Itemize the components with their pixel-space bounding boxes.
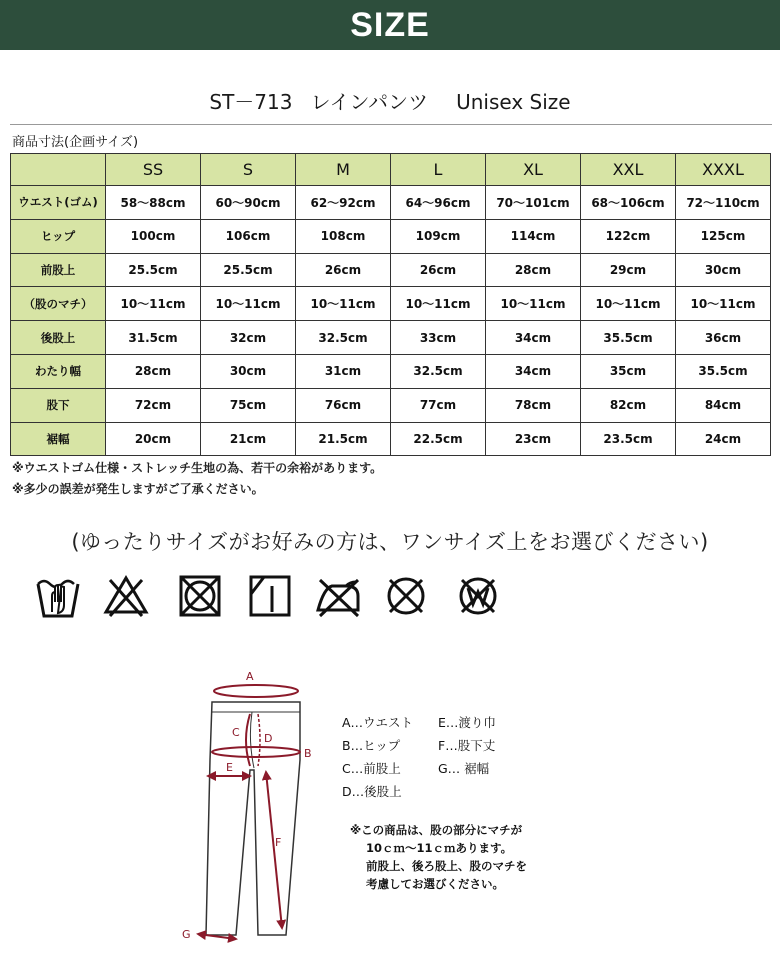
size-cell: 28cm	[486, 253, 581, 287]
size-cell: 26cm	[296, 253, 391, 287]
row-label: ウエスト(ゴム)	[11, 186, 106, 220]
size-cell: 33cm	[391, 321, 486, 355]
size-cell: 122cm	[581, 219, 676, 253]
title-divider	[10, 124, 772, 125]
row-label: 裾幅	[11, 422, 106, 456]
size-table	[10, 153, 771, 456]
size-col-header: XXXL	[676, 154, 771, 186]
diagram-label-a: A	[246, 670, 254, 683]
size-cell: 10～11cm	[581, 287, 676, 321]
table-row	[11, 186, 771, 220]
size-cell: 23cm	[486, 422, 581, 456]
diagram-legend	[342, 711, 496, 803]
diagram-label-c: C	[232, 726, 240, 739]
size-notes	[12, 458, 382, 500]
corner-cell	[11, 154, 106, 186]
size-cell: 35cm	[581, 354, 676, 388]
size-cell: 84cm	[676, 388, 771, 422]
table-row	[11, 422, 771, 456]
legend-e: E…渡り巾	[438, 715, 496, 730]
gusset-note-line: 前股上、後ろ股上、股のマチを	[366, 859, 527, 873]
diagram-label-f: F	[275, 836, 282, 849]
size-cell: 68～106cm	[581, 186, 676, 220]
no-bleach-icon	[102, 572, 150, 620]
size-cell: 25.5cm	[201, 253, 296, 287]
size-header-row	[11, 154, 771, 186]
size-cell: 34cm	[486, 354, 581, 388]
product-name: レインパンツ	[310, 90, 429, 114]
row-label: ヒップ	[11, 219, 106, 253]
size-cell: 21.5cm	[296, 422, 391, 456]
size-cell: 108cm	[296, 219, 391, 253]
diagram-label-e: E	[226, 761, 233, 774]
no-dry-clean-icon	[382, 572, 430, 620]
size-cell: 78cm	[486, 388, 581, 422]
size-cell: 23.5cm	[581, 422, 676, 456]
size-cell: 109cm	[391, 219, 486, 253]
legend-a: A…ウエスト	[342, 715, 414, 730]
legend-c: C…前股上	[342, 761, 401, 776]
size-cell: 64～96cm	[391, 186, 486, 220]
size-cell: 72cm	[106, 388, 201, 422]
diagram-label-b: B	[304, 747, 312, 760]
row-label: 後股上	[11, 321, 106, 355]
size-cell: 62～92cm	[296, 186, 391, 220]
size-cell: 32.5cm	[296, 321, 391, 355]
size-cell: 60～90cm	[201, 186, 296, 220]
line-dry-icon	[246, 572, 294, 620]
table-row	[11, 321, 771, 355]
size-cell: 31cm	[296, 354, 391, 388]
size-cell: 82cm	[581, 388, 676, 422]
size-cell: 21cm	[201, 422, 296, 456]
size-cell: 77cm	[391, 388, 486, 422]
size-cell: 35.5cm	[676, 354, 771, 388]
product-title	[0, 88, 780, 116]
size-col-header: M	[296, 154, 391, 186]
gusset-note-line: ※この商品は、股の部分にマチが	[350, 823, 523, 837]
size-cell: 10～11cm	[296, 287, 391, 321]
size-cell: 25.5cm	[106, 253, 201, 287]
size-advice: (ゆったりサイズがお好みの方は、ワンサイズ上をお選びください)	[71, 530, 709, 554]
size-cell: 114cm	[486, 219, 581, 253]
size-cell: 31.5cm	[106, 321, 201, 355]
no-tumble-dry-icon	[176, 572, 224, 620]
size-cell: 106cm	[201, 219, 296, 253]
size-cell: 125cm	[676, 219, 771, 253]
product-model: ST－713	[209, 90, 293, 114]
legend-g: G… 裾幅	[438, 761, 490, 776]
size-col-header: L	[391, 154, 486, 186]
size-cell: 32.5cm	[391, 354, 486, 388]
legend-f: F…股下丈	[438, 738, 496, 753]
size-cell: 35.5cm	[581, 321, 676, 355]
table-row	[11, 219, 771, 253]
size-cell: 32cm	[201, 321, 296, 355]
row-label: 股下	[11, 388, 106, 422]
note-line: ※多少の誤差が発生しますがご了承ください。	[12, 482, 264, 496]
size-cell: 26cm	[391, 253, 486, 287]
size-cell: 34cm	[486, 321, 581, 355]
row-label: 前股上	[11, 253, 106, 287]
size-col-header: SS	[106, 154, 201, 186]
size-cell: 30cm	[676, 253, 771, 287]
care-icons	[30, 572, 550, 628]
size-cell: 20cm	[106, 422, 201, 456]
size-cell: 24cm	[676, 422, 771, 456]
table-subtitle: 商品寸法(企画サイズ)	[12, 135, 139, 150]
table-row	[11, 287, 771, 321]
legend-b: B…ヒップ	[342, 738, 401, 753]
size-cell: 72～110cm	[676, 186, 771, 220]
no-wet-clean-icon	[454, 572, 502, 620]
size-cell: 10～11cm	[676, 287, 771, 321]
size-cell: 30cm	[201, 354, 296, 388]
table-row	[11, 388, 771, 422]
row-label: （股のマチ）	[11, 287, 106, 321]
legend-d: D…後股上	[342, 784, 402, 799]
size-cell: 10～11cm	[486, 287, 581, 321]
size-cell: 36cm	[676, 321, 771, 355]
size-cell: 70～101cm	[486, 186, 581, 220]
row-label: わたり幅	[11, 354, 106, 388]
size-cell: 76cm	[296, 388, 391, 422]
size-cell: 10～11cm	[391, 287, 486, 321]
size-cell: 22.5cm	[391, 422, 486, 456]
note-line: ※ウエストゴム仕様・ストレッチ生地の為、若干の余裕があります。	[12, 461, 383, 475]
pants-diagram	[170, 660, 340, 950]
size-cell: 28cm	[106, 354, 201, 388]
hand-wash-icon	[34, 572, 82, 620]
product-size-type: Unisex Size	[456, 90, 571, 114]
size-cell: 10～11cm	[201, 287, 296, 321]
size-col-header: XXL	[581, 154, 676, 186]
size-cell: 10～11cm	[106, 287, 201, 321]
size-header: SIZE	[0, 0, 780, 50]
size-col-header: S	[201, 154, 296, 186]
size-cell: 75cm	[201, 388, 296, 422]
no-iron-icon	[312, 572, 364, 620]
gusset-note-line: 考慮してお選びください。	[366, 877, 504, 891]
gusset-note	[350, 821, 527, 893]
table-row	[11, 253, 771, 287]
diagram-label-d: D	[264, 732, 273, 745]
size-cell: 29cm	[581, 253, 676, 287]
size-cell: 100cm	[106, 219, 201, 253]
table-row	[11, 354, 771, 388]
size-col-header: XL	[486, 154, 581, 186]
diagram-label-g: G	[182, 928, 191, 941]
size-cell: 58～88cm	[106, 186, 201, 220]
gusset-note-line: 10ｃｍ～11ｃｍあります。	[366, 841, 513, 855]
